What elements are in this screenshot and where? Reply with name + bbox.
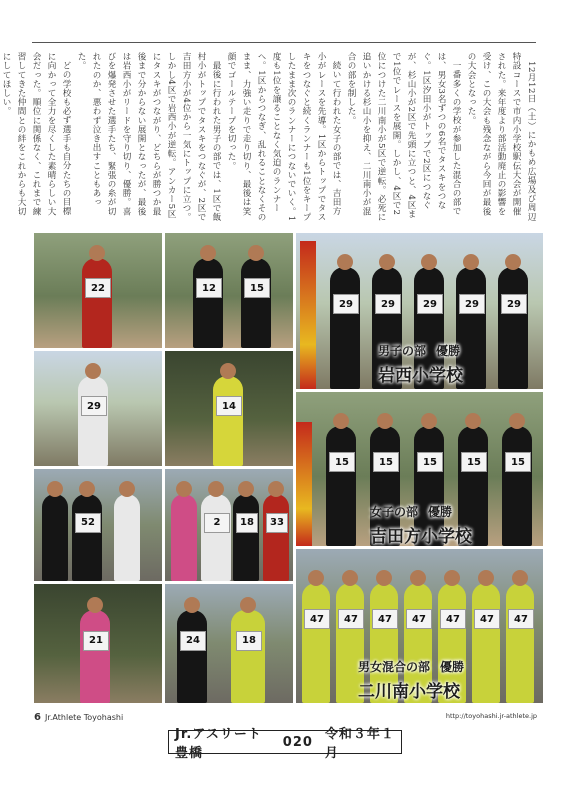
runner-figure xyxy=(241,258,271,348)
runner-figure xyxy=(80,610,110,703)
bib-number: 47 xyxy=(338,609,364,629)
photo-runners-pack xyxy=(34,469,162,581)
bib-number: 47 xyxy=(304,609,330,629)
bib-number: 29 xyxy=(375,294,401,314)
bib-number: 29 xyxy=(459,294,485,314)
runner-figure xyxy=(502,426,532,546)
photo-relay-handoff xyxy=(165,233,293,348)
runner-figure xyxy=(231,610,265,703)
runner-figure xyxy=(114,494,140,581)
bib-number: 24 xyxy=(180,631,206,651)
runner-figure xyxy=(498,267,528,389)
page-number: 6 xyxy=(34,712,41,723)
photo-collage xyxy=(34,233,543,703)
result-label: 優勝 xyxy=(440,660,465,674)
bib-number: 29 xyxy=(81,396,107,416)
publication-short-name: Jr.Athlete Toyohashi xyxy=(44,713,124,722)
caption-mixed xyxy=(352,653,470,705)
result-label: 優勝 xyxy=(428,505,453,519)
runner-figure xyxy=(330,267,360,389)
photo-team-mixed xyxy=(296,549,543,703)
bib-number: 47 xyxy=(372,609,398,629)
article-paragraph: 12月12日（土）にかもめ広場及び周辺特設コースで市内小学校駅伝大会が開催された。来年度より部活動廃止の影響を受け、この大会も残念ながら今回が最後の大会となった。 xyxy=(466,52,536,221)
bib-number: 47 xyxy=(406,609,432,629)
division-label: 女子の部 xyxy=(370,505,419,519)
runner-figure xyxy=(42,494,68,581)
runner-figure xyxy=(213,376,243,466)
article-body xyxy=(1,52,538,224)
bib-number: 18 xyxy=(236,631,262,651)
runner-figure xyxy=(201,494,231,581)
bib-number: 21 xyxy=(83,631,109,651)
bib-number: 29 xyxy=(417,294,443,314)
article-paragraph: 続いて行われた女子の部では、吉田方小がレースを先導。1区からトップでタスキをつなぐと続くランナーも1位をキープしたまま次のランナーにつないでいく。1度も1位を譲ることなく気迫のランナーへ。1区からつなぎ、乱れることなくそのまま、力強い走りで走り切り、最後は笑顔でゴールテープを切った。 xyxy=(226,52,341,222)
runner-figure xyxy=(82,258,112,348)
runner-figure xyxy=(171,494,197,581)
photo-team-boys xyxy=(296,233,543,389)
photo-runner-pink xyxy=(34,584,162,703)
runner-figure xyxy=(302,583,330,703)
runner-figure xyxy=(78,376,108,466)
bib-number: 22 xyxy=(85,278,111,298)
school-name: 二川南小学校 xyxy=(358,682,460,702)
bib-number: 2 xyxy=(204,513,230,533)
runner-figure xyxy=(472,583,500,703)
masthead-box xyxy=(168,727,402,761)
bib-number: 33 xyxy=(266,513,288,533)
photo-runners-finish xyxy=(165,584,293,703)
runner-figure xyxy=(233,494,259,581)
masthead-issue: 020 xyxy=(282,734,313,750)
runner-figure xyxy=(326,426,356,546)
photo-runner-headband xyxy=(34,351,162,466)
bib-number: 15 xyxy=(417,452,443,472)
photo-runner-yellow-trim xyxy=(165,351,293,466)
header-rule xyxy=(32,42,536,43)
bib-number: 29 xyxy=(333,294,359,314)
runner-figure xyxy=(177,610,207,703)
team-flag xyxy=(296,422,312,546)
article-paragraph: 最後に行われた男子の部では、1区で飯村小がトップでタスキをつなぐが、2区で吉田方小が4位から一気にトップに立つ。しかし4区で岩西小が逆転。アンカー5区にタスキがつながり、どちらが勝つか最後まで分からない展開となったが、最後は岩西小がリードを守り切り、優勝。喜びを爆発させた選手たち、緊張の糸が切れたのか、悪わず泣き出すこともあった。 xyxy=(76,52,221,222)
school-name: 吉田方小学校 xyxy=(370,527,472,547)
bib-number: 15 xyxy=(505,452,531,472)
runner-figure xyxy=(506,583,534,703)
bib-number: 12 xyxy=(196,278,222,298)
bib-number: 29 xyxy=(501,294,527,314)
division-label: 男女混合の部 xyxy=(358,660,431,674)
bib-number: 47 xyxy=(440,609,466,629)
website-url: http://toyohashi.jr-athlete.jp xyxy=(445,712,537,720)
caption-girls xyxy=(364,498,478,550)
caption-boys xyxy=(372,337,469,389)
bib-number: 14 xyxy=(216,396,242,416)
school-name: 岩西小学校 xyxy=(378,366,463,386)
page-footer-left xyxy=(34,712,123,723)
bib-number: 47 xyxy=(508,609,534,629)
result-label: 優勝 xyxy=(436,344,461,358)
bib-number: 15 xyxy=(329,452,355,472)
photo-team-girls xyxy=(296,392,543,546)
bib-number: 15 xyxy=(461,452,487,472)
runner-figure xyxy=(193,258,223,348)
masthead-title: Jr.アスリート豊橋 xyxy=(175,727,262,761)
bib-number: 18 xyxy=(236,513,258,533)
bib-number: 15 xyxy=(373,452,399,472)
bib-number: 52 xyxy=(75,513,101,533)
masthead-date: 令和３年１月 xyxy=(324,727,395,761)
runner-figure xyxy=(263,494,289,581)
article-paragraph: どの学校も必ず選手も自分たちの目標に向かって全力を尽くした素晴らしい大会だった。順位に関係なく、これまで練習してきた仲間との絆をこれからも大切にしてほしい。 xyxy=(1,52,71,216)
division-label: 男子の部 xyxy=(378,344,427,358)
photo-runner-sash xyxy=(34,233,162,348)
bib-number: 15 xyxy=(244,278,270,298)
runner-figure xyxy=(72,494,102,581)
team-flag xyxy=(300,241,316,389)
article-paragraph: 一番多くの学校が参加した混合の部では、男女3名ずつの6名でタスキをつなぐ。1区汐田小がトップで2区につなぐが、杉山小が2区で先頭に立つと、4区まで1位でレースを展開。しかし、4区で2位につけた二川南小が5区で逆転。必死に追いかける杉山小を抑え、二川南小が混合の部を制した。 xyxy=(346,52,461,222)
bib-number: 47 xyxy=(474,609,500,629)
photo-runners-group xyxy=(165,469,293,581)
